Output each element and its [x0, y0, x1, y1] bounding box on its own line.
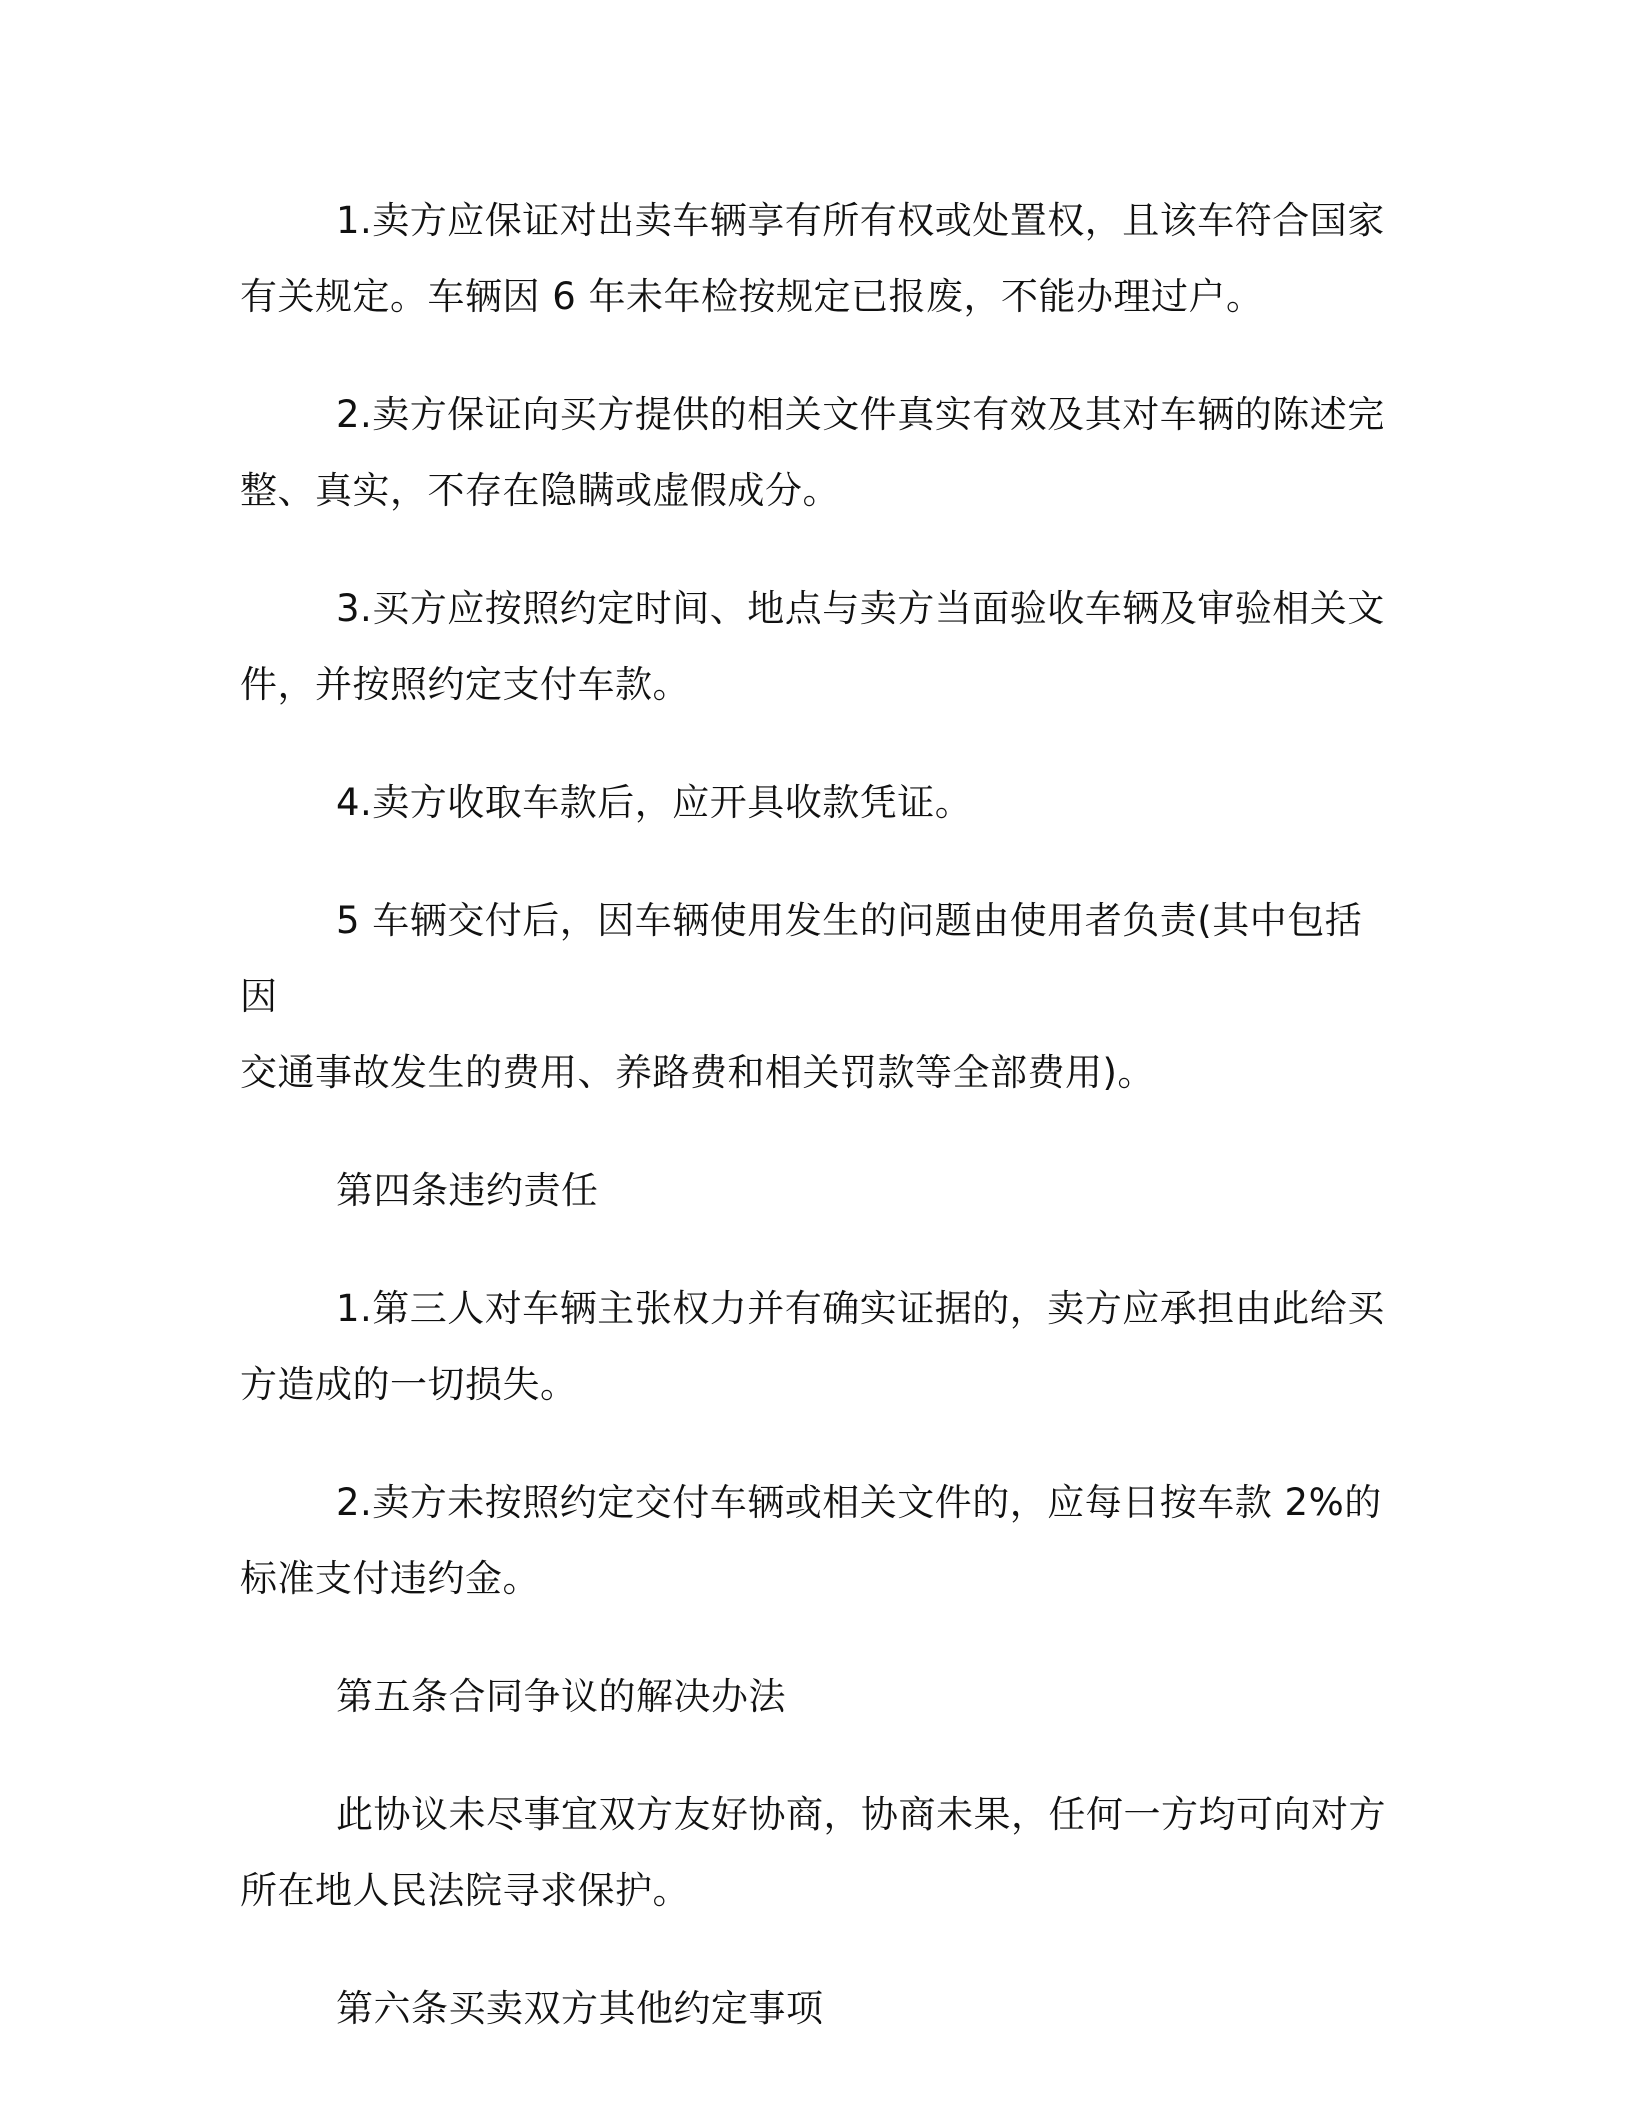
text-line: 方造成的一切损失。 [240, 1363, 578, 1406]
clause-post-delivery-liability [240, 883, 1390, 1111]
text-line: 此协议未尽事宜双方友好协商，协商未果，任何一方均可向对方 [336, 1793, 1386, 1836]
section-heading-other-terms [240, 1971, 1390, 2047]
text-line: 有关规定。车辆因 6 年未年检按规定已报废，不能办理过户。 [240, 275, 1264, 318]
document-body [240, 183, 1390, 2089]
clause-buyer-inspection [240, 571, 1390, 723]
clause-late-delivery-penalty [240, 1465, 1390, 1617]
text-line: 5 车辆交付后，因车辆使用发生的问题由使用者负责(其中包括因 [240, 899, 1363, 1018]
clause-seller-documents [240, 377, 1390, 529]
text-line: 交通事故发生的费用、养路费和相关罚款等全部费用)。 [240, 1051, 1155, 1094]
text-line: 4.卖方收取车款后，应开具收款凭证。 [336, 781, 973, 824]
clause-dispute-resolution [240, 1777, 1390, 1929]
text-line: 2.卖方保证向买方提供的相关文件真实有效及其对车辆的陈述完 [336, 393, 1385, 436]
text-line: 3.买方应按照约定时间、地点与卖方当面验收车辆及审验相关文 [336, 587, 1385, 630]
text-line: 件，并按照约定支付车款。 [240, 663, 690, 706]
text-line: 2.卖方未按照约定交付车辆或相关文件的，应每日按车款 2%的 [336, 1481, 1382, 1524]
text-line: 标准支付违约金。 [240, 1557, 540, 1600]
section-heading: 第四条违约责任 [336, 1169, 599, 1212]
section-heading: 第六条买卖双方其他约定事项 [336, 1987, 824, 2030]
text-line: 1.卖方应保证对出卖车辆享有所有权或处置权，且该车符合国家 [336, 199, 1385, 242]
section-heading-breach-liability [240, 1153, 1390, 1229]
section-heading: 第五条合同争议的解决办法 [336, 1675, 786, 1718]
clause-receipt [240, 765, 1390, 841]
section-heading-dispute-resolution [240, 1659, 1390, 1735]
text-line: 整、真实，不存在隐瞒或虚假成分。 [240, 469, 840, 512]
text-line: 所在地人民法院寻求保护。 [240, 1869, 690, 1912]
text-line: 1.第三人对车辆主张权力并有确实证据的，卖方应承担由此给买 [336, 1287, 1385, 1330]
clause-third-party-claim [240, 1271, 1390, 1423]
clause-seller-ownership [240, 183, 1390, 335]
